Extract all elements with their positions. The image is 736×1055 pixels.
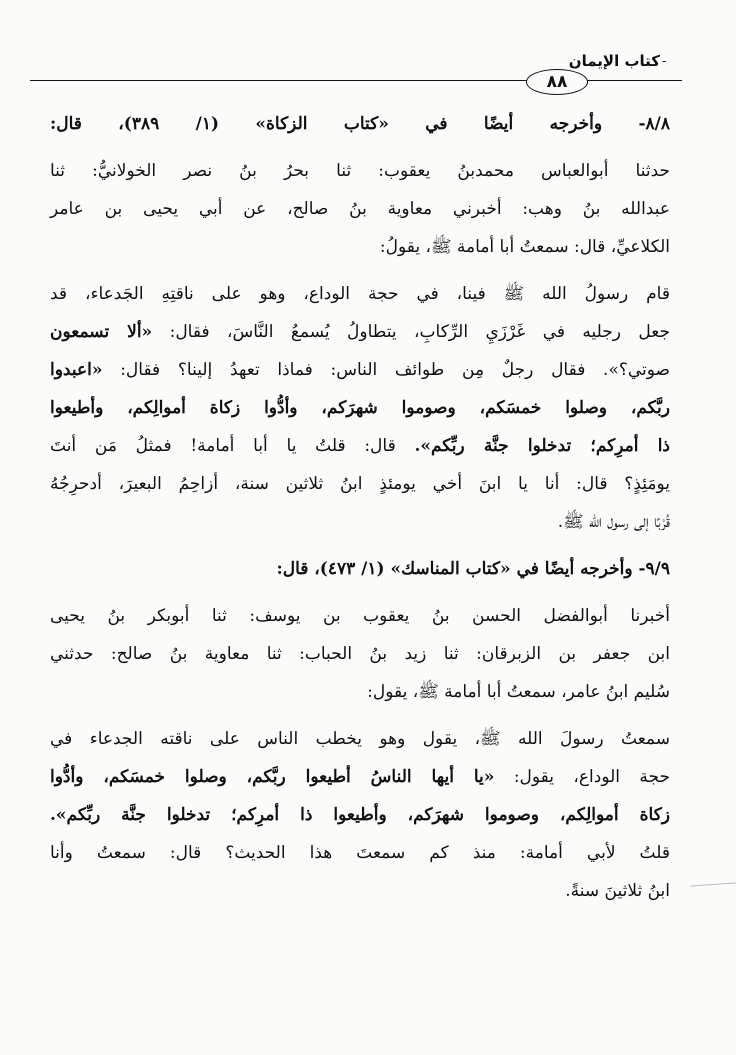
- section-8-matn-line: [50, 351, 670, 389]
- running-header-title: كتاب الإيمان: [568, 52, 660, 70]
- section-9-heading: ٩/٩- وأخرجه أيضًا في «كتاب المناسك» (١/ ٤٧٣)، قال:: [276, 559, 670, 579]
- section-9-matn-line: سمعتُ رسولَ الله ﷺ، يقول وهو يخطب الناس على ناقته الجدعاء في: [50, 729, 670, 749]
- matn-text: حجة الوداع، يقول:: [513, 767, 670, 787]
- matn-bold-quote: «يا أيها الناسُ أطيعوا ربَّكم، وصلوا خمسَكم، وأدُّوا: [50, 767, 495, 787]
- page-number: ٨٨: [526, 69, 588, 95]
- section-9-isnad-line: أخبرنا أبوالفضل الحسن بنُ يعقوب بن يوسف: ثنا أبوبكر بنُ يحيى: [50, 606, 670, 626]
- section-9-matn-line: قلتُ لأبي أمامة: منذ كم سمعتَ هذا الحديث؟ قال: سمعتُ وأنا: [50, 843, 670, 863]
- matn-text: قال: قلتُ يا أبا أمامة! فمثلُ مَن أنتَ: [50, 436, 396, 456]
- matn-text: جعل رجليه في غَرْزَيِ الرِّكابِ، يتطاولُ يُسمعُ النَّاسَ، فقال:: [169, 322, 670, 342]
- section-8-matn-line: يومَئِذٍ؟ قال: أنا يا ابنَ أخي يومئذٍ ابنُ ثلاثين سنة، أزاحِمُ البعيرَ، أدحرِجُهُ: [50, 474, 670, 494]
- matn-bold-quote: ربَّكم، وصلوا خمسَكم، وصوموا شهرَكم، وأدُّوا زكاة أموالِكم، وأطيعوا: [50, 398, 670, 418]
- page-body: [50, 105, 670, 910]
- matn-bold-quote: «ألا تسمعون: [50, 322, 153, 342]
- section-9-matn-line: [50, 758, 670, 796]
- section-8-isnad-line: الكلاعيِّ، قال: سمعتُ أبا أمامة ﷺ، يقولُ:: [379, 237, 670, 257]
- section-8-matn-line: قُرْبًا إلى رسول الله ﷺ.: [557, 512, 670, 532]
- matn-bold-quote: زكاة أموالِكم، وصوموا شهرَكم، وأطيعوا ذا أمرِكم؛ تدخلوا جنَّة ربِّكم».: [50, 805, 670, 825]
- section-9-matn-line: [50, 796, 670, 834]
- section-8-matn-line: [50, 427, 670, 465]
- scan-margin-mark: [690, 882, 736, 886]
- section-8-isnad-line: حدثنا أبوالعباس محمدبنُ يعقوب: ثنا بحرُ بنُ نصر الخولانيُّ: ثنا: [50, 161, 670, 181]
- section-8-matn-line: [50, 389, 670, 427]
- section-9-matn-line: ابنُ ثلاثينَ سنةً.: [565, 881, 670, 901]
- section-8-matn-line: [50, 313, 670, 351]
- section-8-heading: ٨/٨- وأخرجه أيضًا في «كتاب الزكاة» (١/ ٣٨٩)، قال:: [50, 114, 670, 134]
- section-9-isnad-line: سُليم ابنُ عامر، سمعتُ أبا أمامة ﷺ، يقول:: [367, 682, 670, 702]
- matn-bold-quote: ذا أمرِكم؛ تدخلوا جنَّة ربِّكم».: [414, 436, 670, 456]
- section-8-matn-line: قام رسولُ الله ﷺ فينا، في حجة الوداع، وهو على ناقتِهِ الجَدعاء، قد: [50, 284, 670, 304]
- section-8-isnad-line: عبدالله بنُ وهب: أخبرني معاوية بنُ صالح، عن أبي يحيى بن عامر: [50, 199, 670, 219]
- matn-bold-quote: «اعبدوا: [50, 360, 103, 380]
- matn-text: صوتي؟». فقال رجلٌ مِن طوائف الناس: فماذا تعهدُ إلينا؟ فقال:: [120, 360, 670, 380]
- section-9-isnad-line: ابن جعفر بن الزبرقان: ثنا زيد بنُ الحباب: ثنا معاوية بنُ صالح: حدثني: [50, 644, 670, 664]
- header-dash: -: [662, 54, 667, 69]
